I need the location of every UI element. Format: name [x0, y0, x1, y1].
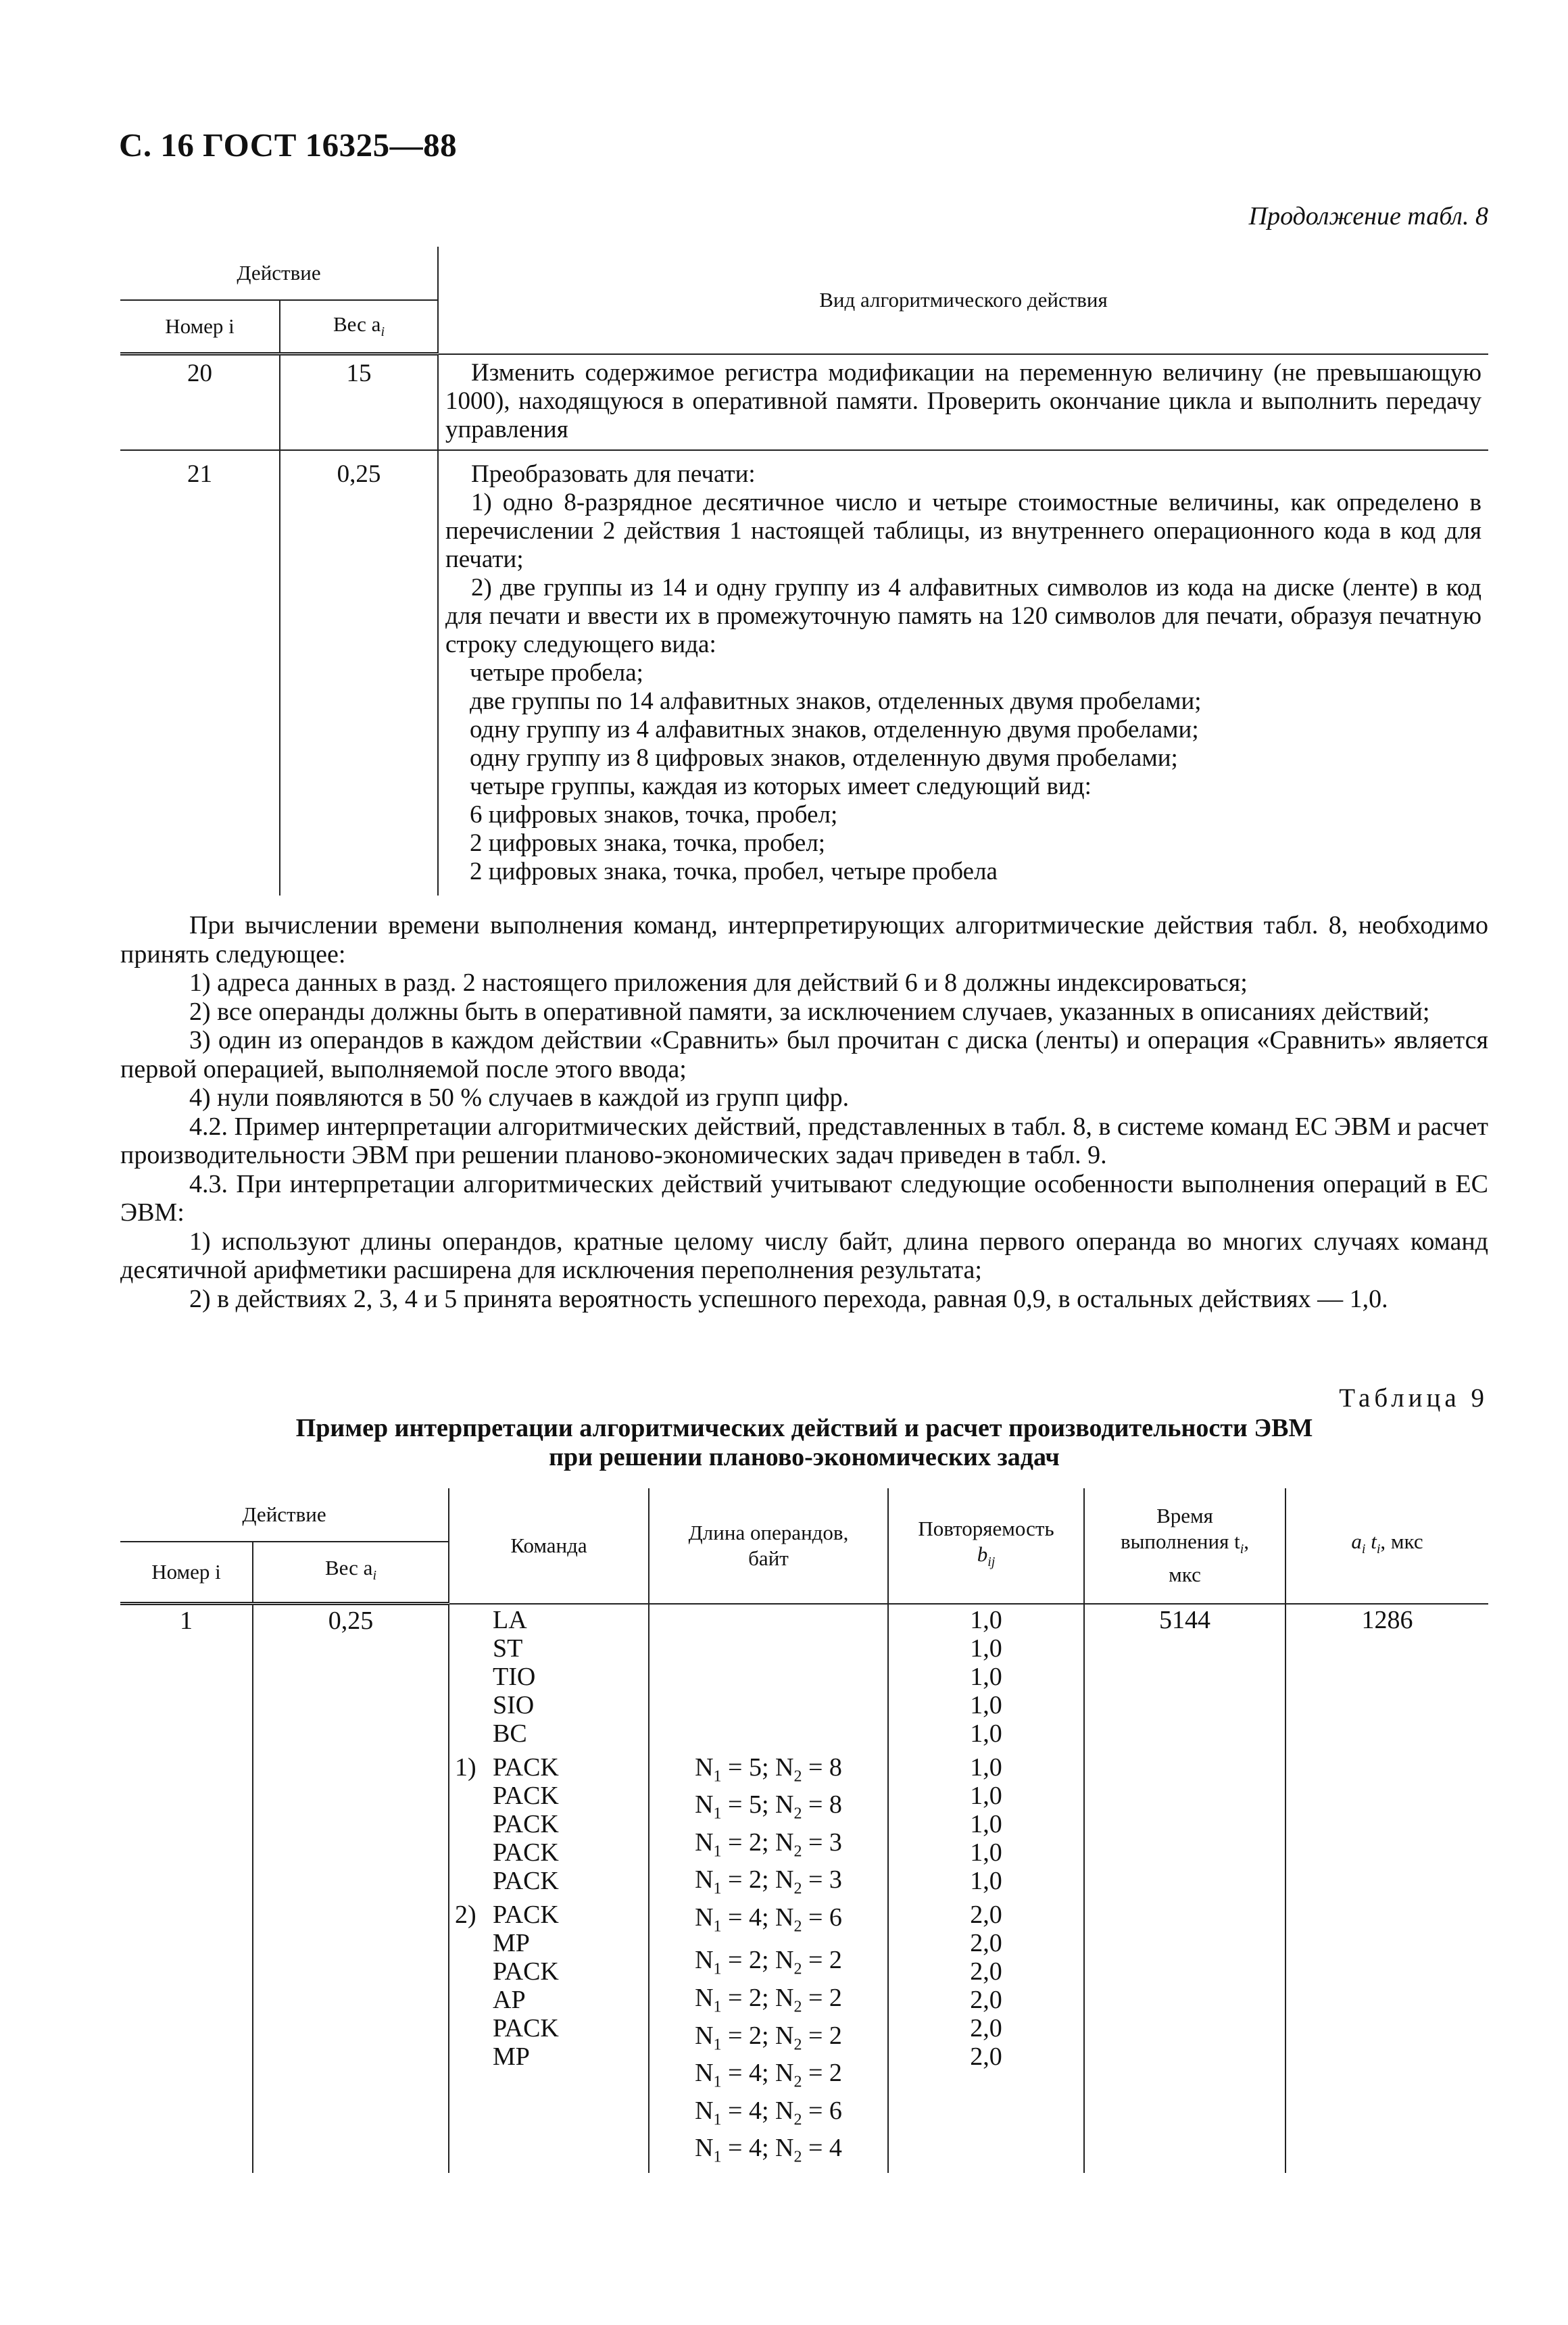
- table9-header-repeat: Повторяемость $b_{ij}$: [888, 1488, 1084, 1604]
- repeat-value: 2,0: [970, 2042, 1002, 2071]
- command-entry: [455, 1753, 643, 1782]
- operand-length: [655, 1606, 882, 1634]
- command-name: PACK: [493, 1838, 559, 1867]
- command-entry: [455, 2042, 643, 2071]
- command-name: PACK: [493, 1753, 559, 1782]
- command-name: LA: [493, 1605, 527, 1634]
- command-entry: [455, 1838, 643, 1867]
- operand-length: $N_1 = 2$; $N_2 = 3$: [695, 1828, 842, 1861]
- table9-row: [120, 1604, 1488, 2174]
- operand-length: $N_1 = 5$; $N_2 = 8$: [695, 1753, 842, 1786]
- command-name: TIO: [493, 1662, 536, 1691]
- group-gap: [894, 1748, 1078, 1753]
- repeat-value: 2,0: [970, 2013, 1002, 2042]
- operand-length: [655, 1663, 882, 1691]
- table9-header-product: $a_i$ $t_i$, мкс: [1285, 1488, 1488, 1604]
- repeat-value: 1,0: [970, 1753, 1002, 1782]
- operand-length: $N_1 = 4$; $N_2 = 6$: [695, 1903, 842, 1936]
- operand-length: $N_1 = 2$; $N_2 = 2$: [695, 2021, 842, 2054]
- operand-length: $N_1 = 4$; $N_2 = 2$: [695, 2059, 842, 2091]
- table8-row-weight: 15: [280, 354, 438, 450]
- table9-length-cell: [649, 1604, 888, 2174]
- group-gap: [894, 1895, 1078, 1901]
- repeat-value: 1,0: [970, 1605, 1002, 1634]
- repeat-value: 1,0: [970, 1809, 1002, 1838]
- repeat-value: 1,0: [970, 1634, 1002, 1663]
- command-entry: [455, 1901, 643, 1929]
- table8-row-description: [438, 450, 1488, 896]
- command-name: PACK: [493, 1866, 559, 1895]
- group-gap: [655, 1748, 882, 1753]
- command-name: PACK: [493, 1809, 559, 1838]
- repeat-value: 2,0: [970, 1957, 1002, 1986]
- command-name: PACK: [493, 2013, 559, 2042]
- command-name: BC: [493, 1719, 527, 1748]
- command-entry: [455, 1606, 643, 1634]
- command-name: MP: [493, 1928, 530, 1957]
- command-name: MP: [493, 2042, 530, 2071]
- table9-label: Таблица 9: [1339, 1384, 1488, 1413]
- command-name: PACK: [493, 1957, 559, 1986]
- paragraph: 2) в действиях 2, 3, 4 и 5 принята вероятность успешного перехода, равная 0,9, в остальных действиях — 1,0.: [189, 1284, 1388, 1313]
- command-entry: [455, 1719, 643, 1748]
- command-entry: [455, 2014, 643, 2042]
- table8-row-subline: 2 цифровых знака, точка, пробел, четыре пробела: [470, 857, 998, 885]
- repeat-value: 1,0: [970, 1719, 1002, 1748]
- paragraph: 4.2. Пример интерпретации алгоритмических действий, представленных в табл. 8, в системе команд ЕС ЭВМ и расчет производительности ЭВМ при решении планово-экономических задач приведен в табл. 9.: [120, 1112, 1488, 1169]
- repeat-value: 1,0: [970, 1690, 1002, 1719]
- paragraph: 1) адреса данных в разд. 2 настоящего приложения для действий 6 и 8 должны индексироваться;: [189, 969, 1248, 997]
- repeat-value: 2,0: [970, 1900, 1002, 1929]
- table8-row-line: 1) одно 8-разрядное десятичное число и четыре стоимостные величины, как определено в перечислении 2 действия 1 настоящей таблицы, из внутреннего операционного кода в код для печати;: [445, 488, 1481, 573]
- command-entry: [455, 1782, 643, 1810]
- paragraph: 3) один из операндов в каждом действии «Сравнить» был прочитан с диска (ленты) и операция «Сравнить» является первой операцией, выполняемой после этого ввода;: [120, 1026, 1488, 1083]
- command-entry: [455, 1634, 643, 1663]
- table8-row-line: 2) две группы из 14 и одну группу из 4 алфавитных символов из кода на диске (ленте) в код для печати и ввести их в промежуточную память на 120 символов для печати, образуя печатную строку следующего вида:: [445, 573, 1481, 658]
- group-gap: [455, 1895, 643, 1901]
- command-group-marker: 1): [455, 1753, 476, 1782]
- operand-length: [655, 1634, 882, 1663]
- table8-row-subline: четыре группы, каждая из которых имеет следующий вид:: [470, 772, 1092, 800]
- command-name: PACK: [493, 1781, 559, 1810]
- table8-row-weight: 0,25: [280, 450, 438, 896]
- command-name: PACK: [493, 1900, 559, 1929]
- body-text: [120, 911, 1488, 1313]
- operand-length: [655, 1719, 882, 1748]
- command-entry: [455, 1929, 643, 1957]
- paragraph: 2) все операнды должны быть в оперативной памяти, за исключением случаев, указанных в описаниях действий;: [189, 997, 1430, 1026]
- table8-row-subline: две группы по 14 алфавитных знаков, отделенных двумя пробелами;: [470, 687, 1202, 715]
- table9-title-line: Пример интерпретации алгоритмических действий и расчет производительности ЭВМ: [295, 1414, 1313, 1442]
- table9-repeat-cell: [888, 1604, 1084, 2174]
- operand-length: $N_1 = 4$; $N_2 = 6$: [695, 2096, 842, 2129]
- repeat-value: 2,0: [970, 1985, 1002, 2014]
- command-entry: [455, 1986, 643, 2014]
- table9-commands-cell: [449, 1604, 649, 2174]
- repeat-value: 2,0: [970, 1928, 1002, 1957]
- table8-header-kind: Вид алгоритмического действия: [438, 247, 1488, 354]
- paragraph: При вычислении времени выполнения команд, интерпретирующих алгоритмические действия табл. 8, необходимо принять следующее:: [120, 911, 1488, 969]
- operand-length: $N_1 = 2$; $N_2 = 2$: [695, 1946, 842, 1979]
- repeat-value: 1,0: [970, 1781, 1002, 1810]
- table9-title: [120, 1414, 1488, 1472]
- repeat-value: 1,0: [970, 1662, 1002, 1691]
- table8-row-subline: одну группу из 4 алфавитных знаков, отделенную двумя пробелами;: [470, 715, 1199, 743]
- command-group-marker: 2): [455, 1900, 476, 1929]
- table9-row-time: 5144: [1084, 1604, 1285, 2174]
- table8-row-line: Изменить содержимое регистра модификации на переменную величину (не превышающую 1000), находящуюся в оперативной памяти. Проверить окончание цикла и выполнить передачу управления: [445, 358, 1481, 443]
- operand-length: $N_1 = 5$; $N_2 = 8$: [695, 1790, 842, 1823]
- table9: [120, 1488, 1488, 2173]
- table8-row-number: 21: [120, 450, 280, 896]
- table9-header-number: Номер i: [120, 1542, 253, 1604]
- table8-row: [120, 450, 1488, 896]
- command-name: AP: [493, 1985, 526, 2014]
- paragraph: 4.3. При интерпретации алгоритмических действий учитывают следующие особенности выполнения операций в ЕС ЭВМ:: [120, 1169, 1488, 1227]
- repeat-value: 1,0: [970, 1838, 1002, 1867]
- table9-header-weight: Вес $a_i$: [253, 1542, 449, 1604]
- table8-row-line: Преобразовать для печати:: [471, 460, 756, 488]
- table9-row-weight: 0,25: [253, 1604, 449, 2174]
- page-header: С. 16 ГОСТ 16325—88: [119, 126, 458, 164]
- table8-header-action: Действие: [120, 247, 438, 300]
- command-entry: [455, 1691, 643, 1719]
- repeat-value: 1,0: [970, 1866, 1002, 1895]
- table9-title-line: при решении планово-экономических задач: [549, 1443, 1060, 1471]
- table8: [120, 247, 1488, 896]
- table8-row-subline: четыре пробела;: [470, 658, 643, 687]
- command-entry: [455, 1810, 643, 1838]
- operand-length: [655, 1691, 882, 1719]
- command-entry: [455, 1957, 643, 1986]
- table8-row-description: [438, 354, 1488, 450]
- table8-row-subline: 6 цифровых знаков, точка, пробел;: [470, 800, 838, 829]
- table8-header-number: Номер i: [120, 300, 280, 354]
- table8-continuation-label: Продолжение табл. 8: [1248, 202, 1488, 230]
- table9-header-length: Длина операндов, байт: [649, 1488, 888, 1604]
- table8-row-subline: одну группу из 8 цифровых знаков, отделенную двумя пробелами;: [470, 743, 1178, 772]
- operand-length: $N_1 = 4$; $N_2 = 4$: [695, 2134, 842, 2167]
- command-name: ST: [493, 1634, 523, 1663]
- operand-length: $N_1 = 2$; $N_2 = 3$: [695, 1865, 842, 1898]
- table9-header-action: Действие: [120, 1488, 449, 1542]
- command-entry: [455, 1867, 643, 1895]
- table9-header-command: Команда: [449, 1488, 649, 1604]
- table9-row-number: 1: [120, 1604, 253, 2174]
- command-name: SIO: [493, 1690, 535, 1719]
- paragraph: 4) нули появляются в 50 % случаев в каждой из групп цифр.: [189, 1083, 850, 1112]
- table9-row-product: 1286: [1361, 1605, 1413, 1634]
- group-gap: [455, 1748, 643, 1753]
- table8-row: [120, 354, 1488, 450]
- operand-length: $N_1 = 2$; $N_2 = 2$: [695, 1984, 842, 2016]
- paragraph: 1) используют длины операндов, кратные целому числу байт, длина первого операнда во многих случаях команд десятичной арифметики расширена для исключения переполнения результата;: [120, 1227, 1488, 1284]
- table8-header-weight: Вес $a_i$: [280, 300, 438, 354]
- table8-row-subline: 2 цифровых знака, точка, пробел;: [470, 829, 826, 857]
- table9-header-time: Время выполнения $t_i$, мкс: [1084, 1488, 1285, 1604]
- table8-row-number: 20: [120, 354, 280, 450]
- command-entry: [455, 1663, 643, 1691]
- group-gap: [655, 1940, 882, 1946]
